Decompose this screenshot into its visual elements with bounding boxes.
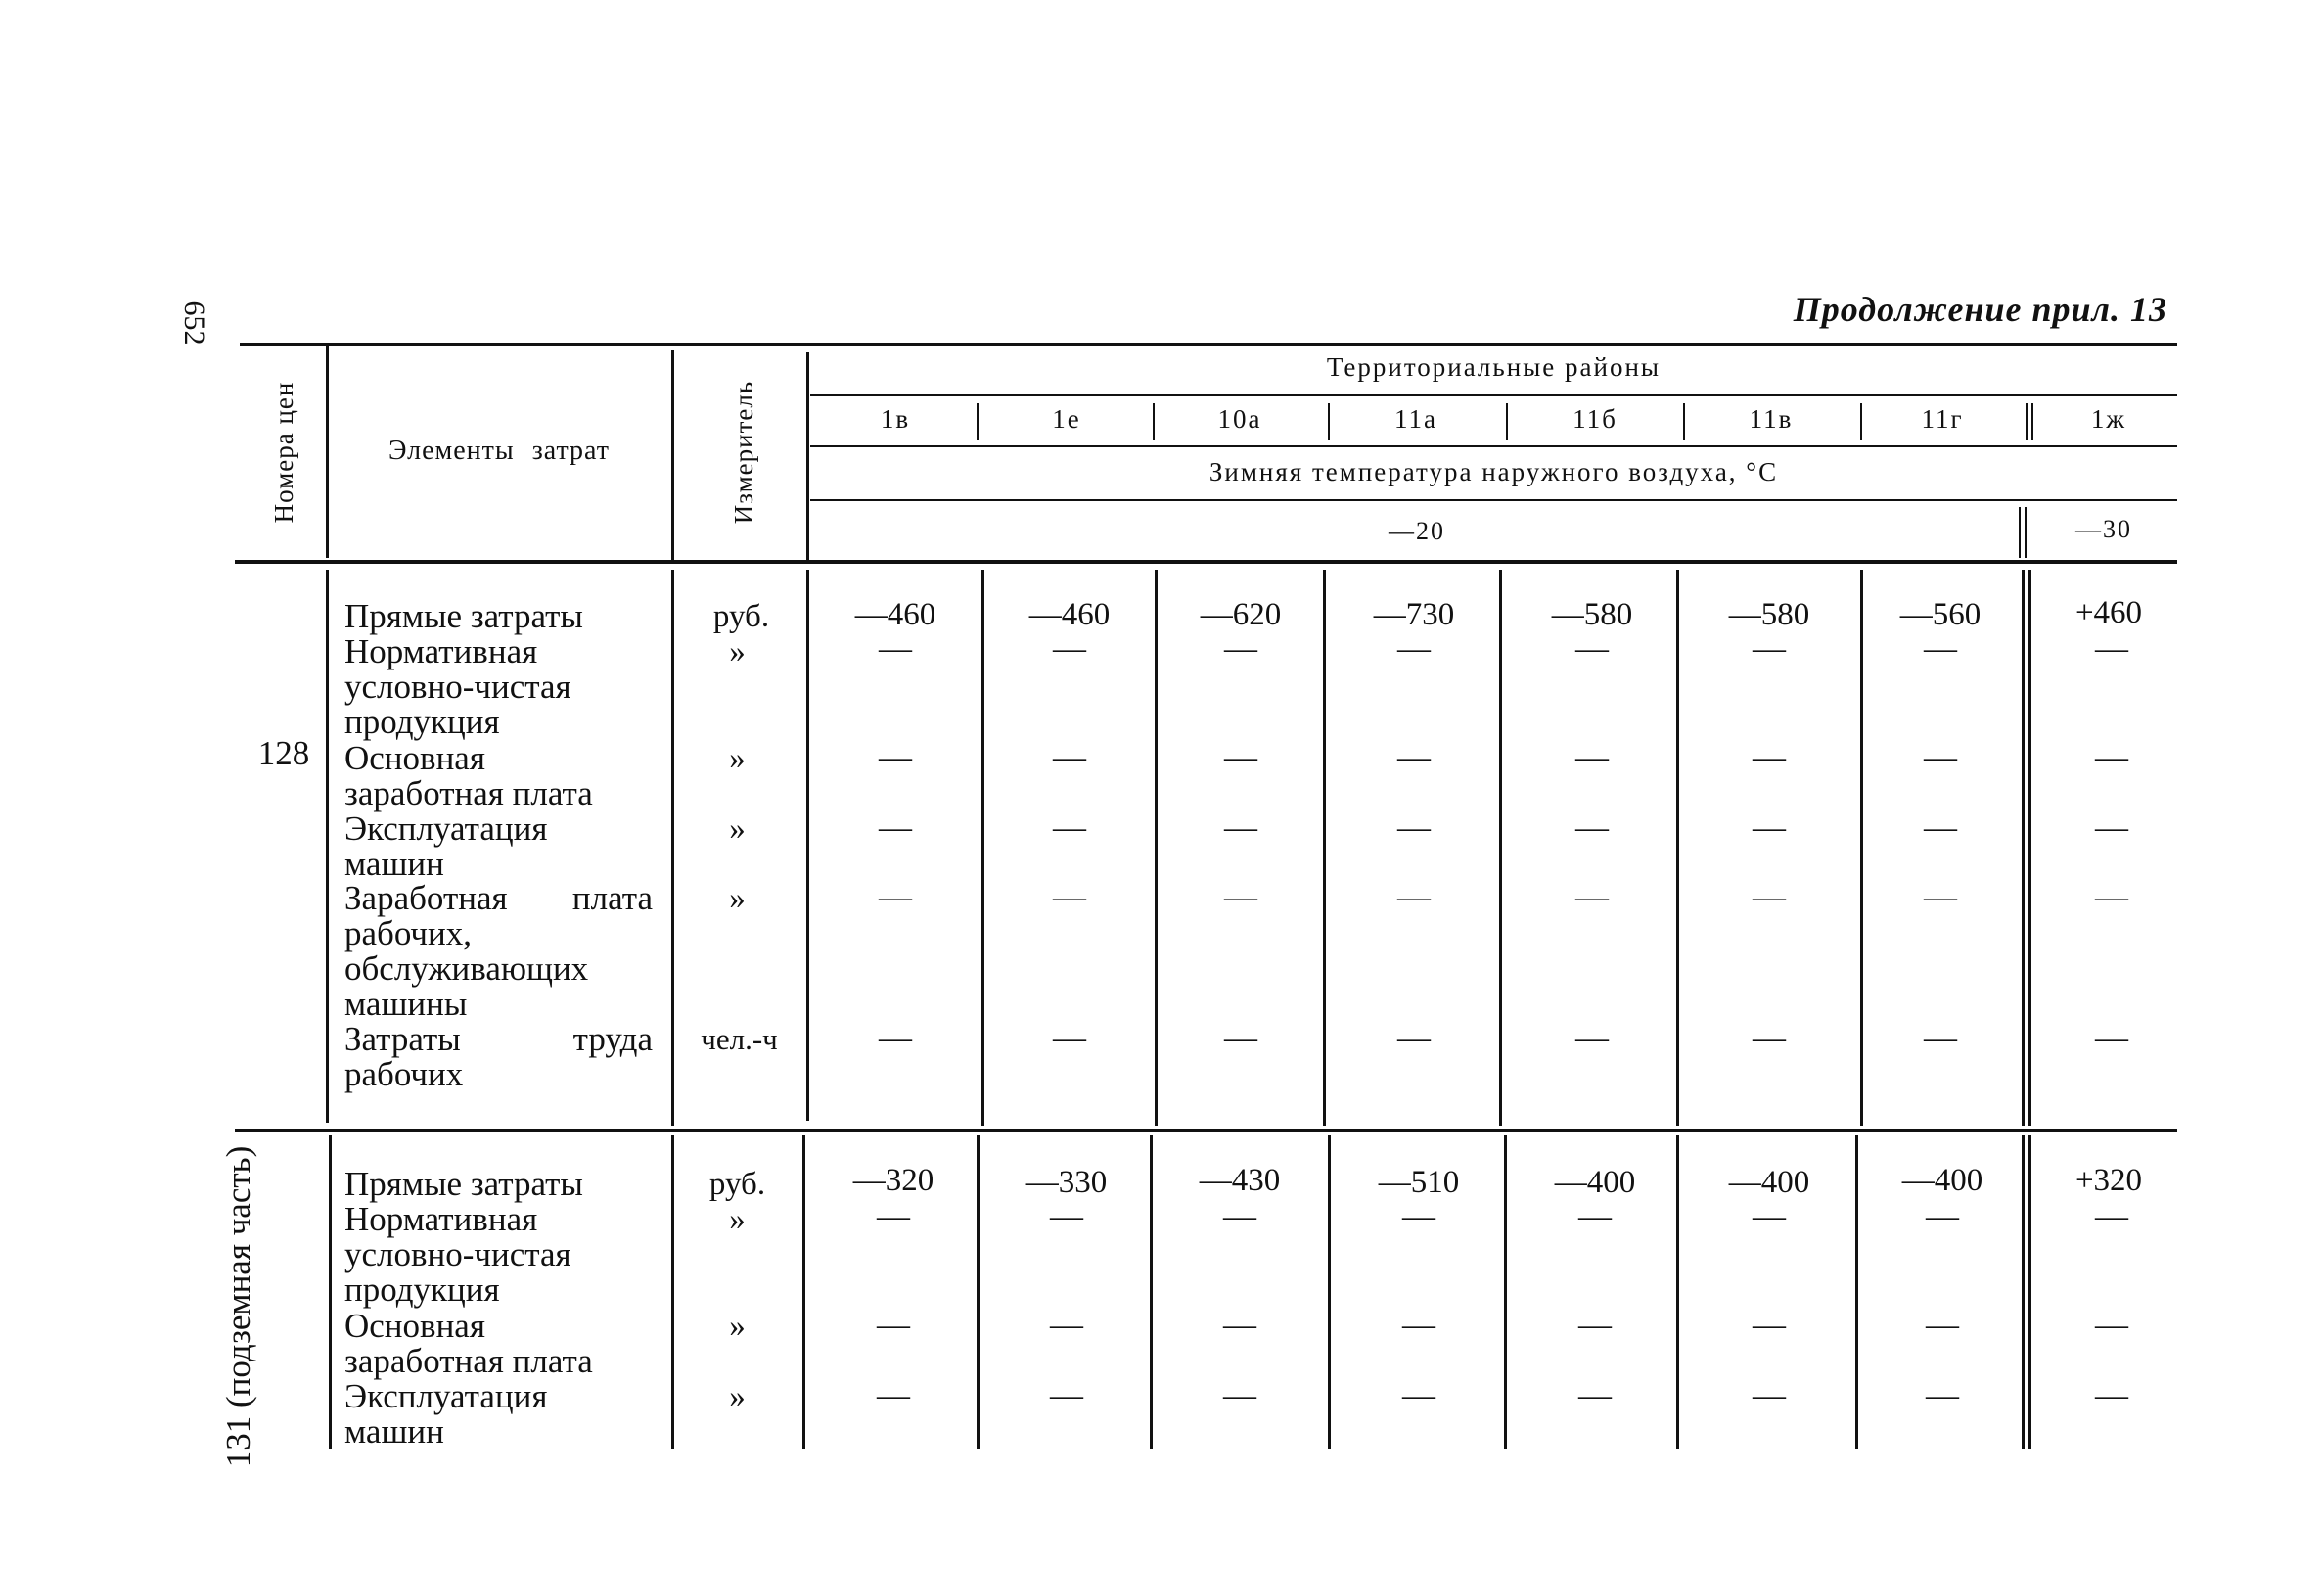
page-number: 652	[178, 300, 210, 346]
value-cell: —580	[1551, 597, 1633, 632]
value-cell: —	[1053, 879, 1086, 915]
value-cell: —	[1926, 1307, 1959, 1343]
region-header: 10а	[1217, 404, 1262, 434]
row-unit: чел.-ч	[701, 1022, 778, 1056]
region-header: 1в	[880, 404, 911, 434]
table-top-rule	[240, 343, 2177, 346]
value-cell: —	[1053, 739, 1086, 775]
value-cell: —	[1224, 1020, 1257, 1056]
value-cell: —	[879, 739, 912, 775]
value-cell: —	[1224, 739, 1257, 775]
vline-128-j	[2022, 570, 2025, 1126]
vline-131-f	[1328, 1135, 1331, 1449]
region-header: 11в	[1749, 404, 1794, 434]
value-cell: —	[1753, 879, 1786, 915]
header-rule-temperature	[810, 499, 2177, 501]
value-cell: —	[1578, 1377, 1612, 1413]
value-cell: —	[1223, 1198, 1256, 1234]
vline-temp-b	[2025, 507, 2027, 558]
value-cell: —	[1053, 1020, 1086, 1056]
header-unit-column: Измеритель	[729, 380, 758, 525]
row-unit: »	[729, 634, 746, 669]
value-cell: —	[1397, 879, 1431, 915]
value-cell: —	[2095, 879, 2128, 915]
header-bottom-rule	[235, 560, 2177, 564]
value-cell: —	[1397, 809, 1431, 846]
header-territorial: Территориальные районы	[1326, 352, 1662, 382]
vline-region-4	[1506, 403, 1508, 440]
price-number-128: 128	[257, 734, 310, 772]
value-cell: —510	[1378, 1165, 1460, 1200]
value-cell: —	[1924, 1020, 1957, 1056]
value-cell: —	[1224, 809, 1257, 846]
value-cell: —	[1578, 1307, 1612, 1343]
value-cell: +460	[2074, 595, 2143, 630]
header-elements-column: Элементы затрат	[388, 436, 610, 466]
header-rule-territorial	[810, 394, 2177, 396]
vline-128-e	[1155, 570, 1158, 1126]
vline-128-k	[2028, 570, 2031, 1126]
header-number-column: Номера цен	[269, 381, 298, 524]
region-header: 11а	[1394, 404, 1437, 434]
value-cell: —	[2095, 1377, 2128, 1413]
value-cell: —730	[1373, 597, 1455, 632]
value-cell: —	[1926, 1198, 1959, 1234]
value-cell: —580	[1728, 597, 1810, 632]
value-cell: —	[1575, 879, 1609, 915]
row-label: Нормативная условно-чистая продукция	[344, 1200, 571, 1309]
vline-128-a	[326, 570, 329, 1123]
row-label: Эксплуатация машин	[344, 1377, 548, 1451]
value-cell: —	[1224, 879, 1257, 915]
vline-region-1	[977, 403, 979, 440]
row-label: Заработная плата рабочих, обслуживающих машины	[344, 879, 653, 1023]
row-label: Нормативная условно-чистая продукция	[344, 632, 571, 741]
header-temperature: Зимняя температура наружного воздуха, °С	[1208, 457, 1779, 486]
vline-region-7a	[2026, 403, 2028, 440]
price-number-131: 131 (подземная часть)	[219, 1145, 257, 1468]
row-unit: »	[729, 1309, 746, 1344]
vline-128-d	[981, 570, 984, 1126]
value-cell: —	[1575, 739, 1609, 775]
vline-131-j	[2022, 1135, 2025, 1449]
vline-region-7b	[2031, 403, 2033, 440]
value-cell: —	[1050, 1307, 1083, 1343]
value-cell: —400	[1554, 1165, 1636, 1200]
value-cell: —	[1397, 1020, 1431, 1056]
value-cell: —	[1753, 630, 1786, 667]
vline-128-i	[1860, 570, 1863, 1126]
value-cell: —	[879, 630, 912, 667]
value-cell: —460	[1028, 597, 1111, 632]
region-header: 1ж	[2090, 404, 2127, 434]
vline-131-a	[329, 1135, 332, 1449]
value-cell: —	[1050, 1377, 1083, 1413]
value-cell: —	[1924, 739, 1957, 775]
value-cell: —	[1575, 809, 1609, 846]
value-cell: —	[1397, 630, 1431, 667]
value-cell: —	[1575, 630, 1609, 667]
header-rule-regions	[810, 445, 2177, 447]
value-cell: —	[1224, 630, 1257, 667]
value-cell: —	[1053, 630, 1086, 667]
value-cell: —	[1753, 1307, 1786, 1343]
value-cell: —	[2095, 1198, 2128, 1234]
value-cell: —430	[1199, 1163, 1281, 1198]
value-cell: —	[1402, 1307, 1435, 1343]
region-header: 11б	[1572, 404, 1618, 434]
value-cell: —	[1053, 809, 1086, 846]
row-unit: руб.	[708, 1167, 766, 1202]
value-cell: —400	[1728, 1165, 1810, 1200]
row-unit: »	[729, 811, 746, 847]
row-unit: »	[729, 741, 746, 776]
vline-131-g	[1504, 1135, 1507, 1449]
value-cell: —	[1924, 809, 1957, 846]
value-cell: —	[1924, 879, 1957, 915]
value-cell: —	[1753, 809, 1786, 846]
value-cell: —	[879, 879, 912, 915]
row-label: Основная заработная плата	[344, 1307, 593, 1380]
row-label: Эксплуатация машин	[344, 809, 548, 883]
vline-131-d	[977, 1135, 980, 1449]
continuation-title: Продолжение прил. 13	[1793, 290, 2167, 329]
value-cell: —	[2095, 1020, 2128, 1056]
region-header: 11г	[1921, 404, 1964, 434]
value-cell: —	[879, 1020, 912, 1056]
vline-region-2	[1153, 403, 1155, 440]
row-unit: »	[729, 881, 746, 916]
value-cell: —	[877, 1307, 910, 1343]
value-cell: —460	[854, 597, 936, 632]
value-cell: —	[2095, 809, 2128, 846]
value-cell: —620	[1200, 597, 1282, 632]
value-cell: —	[1050, 1198, 1083, 1234]
value-cell: —	[1578, 1198, 1612, 1234]
value-cell: —	[1753, 1198, 1786, 1234]
value-cell: —	[877, 1198, 910, 1234]
vline-header-1	[326, 346, 329, 558]
vline-header-2	[671, 350, 674, 560]
vline-128-c	[806, 570, 809, 1121]
region-header: 1е	[1052, 404, 1081, 434]
value-cell: —	[879, 809, 912, 846]
value-cell: —	[1402, 1377, 1435, 1413]
row-unit: руб.	[712, 599, 770, 634]
value-cell: —	[1753, 1377, 1786, 1413]
value-cell: —	[1575, 1020, 1609, 1056]
vline-131-k	[2028, 1135, 2031, 1449]
value-cell: —	[1753, 739, 1786, 775]
vline-128-g	[1499, 570, 1502, 1126]
value-cell: —	[2095, 739, 2128, 775]
value-cell: —330	[1025, 1165, 1108, 1200]
value-cell: —	[877, 1377, 910, 1413]
vline-128-h	[1676, 570, 1679, 1126]
value-cell: —	[1402, 1198, 1435, 1234]
row-label: Затраты труда рабочих	[344, 1020, 653, 1093]
value-cell: —400	[1901, 1163, 1983, 1198]
vline-131-h	[1676, 1135, 1679, 1449]
vline-region-5	[1683, 403, 1685, 440]
vline-131-i	[1855, 1135, 1858, 1449]
vline-128-f	[1323, 570, 1326, 1126]
value-cell: —	[1753, 1020, 1786, 1056]
value-cell: —	[1924, 630, 1957, 667]
vline-131-e	[1150, 1135, 1153, 1449]
block-separator-rule	[235, 1129, 2177, 1132]
value-cell: —	[1223, 1377, 1256, 1413]
value-cell: —	[2095, 630, 2128, 667]
row-label: Прямые затраты	[344, 1165, 583, 1203]
value-cell: +320	[2074, 1163, 2143, 1198]
row-unit: »	[729, 1202, 746, 1237]
value-cell: —	[2095, 1307, 2128, 1343]
vline-region-3	[1328, 403, 1330, 440]
value-cell: —	[1223, 1307, 1256, 1343]
vline-region-6	[1860, 403, 1862, 440]
row-unit: »	[729, 1379, 746, 1414]
value-cell: —320	[852, 1163, 934, 1198]
value-cell: —	[1397, 739, 1431, 775]
value-cell: —560	[1899, 597, 1982, 632]
temp-group-b: —30	[2075, 515, 2132, 543]
temp-group-a: —20	[1389, 517, 1445, 545]
value-cell: —	[1926, 1377, 1959, 1413]
row-label: Основная заработная плата	[344, 739, 593, 812]
vline-header-3	[806, 352, 809, 560]
row-label: Прямые затраты	[344, 597, 583, 635]
